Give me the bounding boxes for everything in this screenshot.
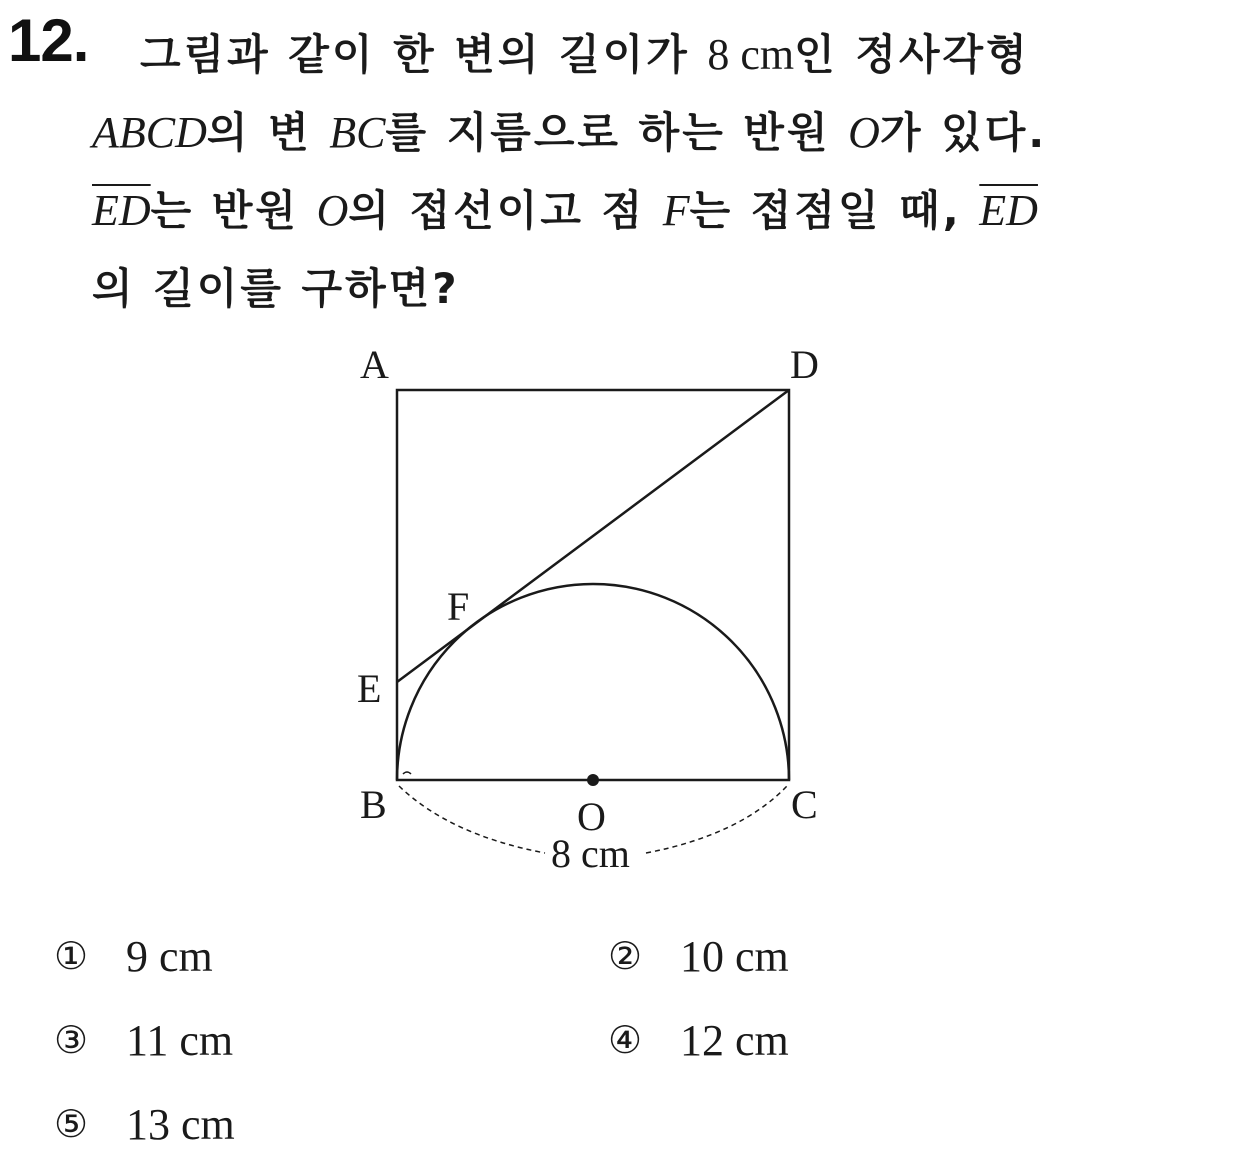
point-label-e: E xyxy=(357,666,382,711)
segment-name: $\overline{ED}$ xyxy=(92,186,151,235)
vertex-label-c: C xyxy=(791,782,818,827)
stem-text: 의 길이를 구하면? xyxy=(92,264,460,313)
stem-text: 의 변 xyxy=(206,108,330,157)
point-name: F xyxy=(662,186,690,235)
tangent-segment-ed xyxy=(397,390,789,682)
choice-5[interactable] xyxy=(54,1094,235,1154)
center-label-o: O xyxy=(577,794,606,839)
choice-4[interactable] xyxy=(608,1010,789,1070)
center-point-o xyxy=(587,774,599,786)
vertex-label-d: D xyxy=(790,342,819,387)
side-name: BC xyxy=(329,108,386,157)
center-name: O xyxy=(848,108,880,157)
stem-text: 인 정사각형 xyxy=(794,30,1030,79)
dimension-arc-left xyxy=(399,786,545,853)
choice-text: 10 cm xyxy=(680,931,789,981)
right-angle-mark xyxy=(403,772,411,774)
choice-text: 13 cm xyxy=(126,1099,235,1149)
choice-2[interactable] xyxy=(608,926,789,986)
choice-1[interactable] xyxy=(54,926,213,986)
choice-mark: ⑤ xyxy=(54,1102,89,1146)
choice-mark: ③ xyxy=(54,1018,89,1062)
dimension-label: 8 cm xyxy=(551,831,630,876)
vertex-label-b: B xyxy=(360,782,387,827)
choice-text: 9 cm xyxy=(126,931,213,981)
choice-mark: ① xyxy=(54,934,89,978)
choice-mark: ② xyxy=(608,934,643,978)
choice-text: 12 cm xyxy=(680,1015,789,1065)
choice-3[interactable] xyxy=(54,1010,233,1070)
square-name: ABCD xyxy=(92,108,207,157)
stem-text: 를 지름으로 하는 반원 xyxy=(385,108,849,157)
dimension-arc-right xyxy=(646,786,787,853)
side-length: 8 cm xyxy=(707,30,795,79)
segment-name: $\overline{ED}$ xyxy=(979,186,1038,235)
choice-text: 11 cm xyxy=(126,1015,234,1065)
stem-text: 가 있다. xyxy=(879,108,1048,157)
stem-text: 그림과 같이 한 변의 길이가 xyxy=(140,30,708,79)
stem-text: 는 반원 xyxy=(150,186,317,235)
center-name: O xyxy=(316,186,349,235)
stem-text: 의 접선이고 점 xyxy=(348,186,663,235)
stem-text: 는 접점일 때, xyxy=(689,186,980,235)
vertex-label-a: A xyxy=(360,342,389,387)
choice-mark: ④ xyxy=(608,1018,643,1062)
question-number: 12. xyxy=(8,7,89,74)
point-label-f: F xyxy=(447,584,470,629)
